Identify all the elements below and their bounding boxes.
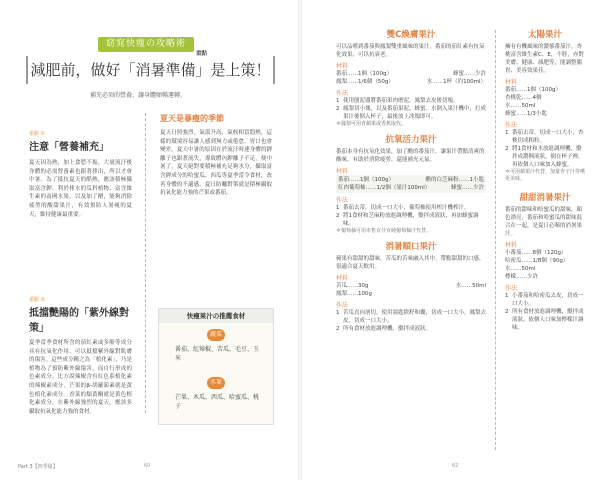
recipe-1-title: 雙C煥膚果汁 (386, 30, 436, 40)
fruit-items: 芒果、木瓜、西瓜、哈蜜瓜、桃子 (175, 394, 260, 410)
recommended-foods-box (158, 308, 274, 425)
page-title: 減肥前，做好「消暑準備」是上策！ (30, 61, 271, 79)
recipe-2-step2: 將1食材和芝麻粉放進調理機，攪拌成液狀，再加蜂蜜調味。 (343, 213, 479, 227)
recipe-4-ing2: 杏桃乾……4個 (505, 95, 542, 101)
recipe-column-1 (336, 28, 486, 333)
page-subtitle: 補充必須的營養，讓身體順暢運轉。 (90, 92, 187, 99)
recipe-5-step2: 所有食材放進調理機，攪拌成液狀，依個人口味加檸檬汁調味。 (512, 309, 584, 331)
recipe-5-step1: 小番茄和哈密瓜去皮，切成一口大小。 (512, 293, 584, 307)
vegetable-badge: 蔬菜 (207, 329, 225, 341)
summer-heading: 夏天是暴瘦的季節 (160, 114, 224, 123)
recipe-2-materials-label: 材料 (336, 168, 349, 175)
recipe-4-step1: 番茄去蒂，切成一口大小，杏桃切成粗粒。 (512, 130, 584, 144)
recipe-3-ing3: 水……50ml (455, 283, 486, 289)
recipe-4-method-label: 作法 (505, 122, 518, 129)
recipe-5-ing3: 水……50ml (505, 266, 536, 272)
recipe-1-ing1: 番茄……1個（100g） (336, 71, 392, 77)
recipe-4-intro: 擁有有機風味的濃郁番茄汁，杏桃富含維生素C、E，不胖，亦對美膚、健康、減肥等，能調整腸胃、美容效果佳。 (505, 44, 584, 74)
recipe-3-ing2: 鳳梨……100g (336, 291, 372, 297)
point-1 (29, 130, 132, 219)
recipe-2-ing2: 紅肉葡萄柚……1/2個（果汁100ml） (338, 185, 431, 191)
page-number-right: 62 (452, 463, 459, 469)
recipe-3-ing1: 苦瓜……30g (336, 283, 369, 289)
recipe-1: 雙C煥膚果汁 可以品嚐到番茄與鳳梨雙重風味的果汁，番茄的茄紅素有抗氧化效果，可以抗衰老。 材料 番茄……1個（100g） 蜂蜜……少許 鳳梨……1/6個（50g） 水……1杯（約100ml） 作法 1 使用刨泥器將番茄果肉磨泥，鳳梨去皮後切塊。 2 鳳梨切小塊，以及番茄果泥、蜂蜜、水倒入果汁機中，打成果汁後倒入杯子，最後放上冰塊即可。 ＊鳳梨可用青蘋果或香蕉取代。 (336, 30, 487, 127)
recipe-4-ing1: 番茄……1個（100g） (505, 87, 561, 93)
recipe-1-step1: 使用刨泥器將番茄果肉磨泥，鳳梨去皮後切塊。 (343, 98, 459, 104)
point-1-kicker: 重點 ① (29, 131, 46, 137)
book-gutter (298, 0, 302, 480)
section-banner: 窈窕快瘦の攻略術 (98, 37, 194, 52)
point-1-body: 夏天因為熱，加上食慾不振，大量流汗後身體的必需營養素也跟著排出，所以才會中暑。為了抵抗夏天的酷熱，應該積極攝取富含鉀，利於排水的瓜科植物、富含維生素的南國水果，以及加了醋，能夠消除疲勞的酸甜果汁，有效預防人暑瘦的夏天，維持健康最重要。 (29, 160, 132, 218)
point-2 (29, 296, 132, 416)
recipe-2-ing4: 蜂蜜……少許 (450, 185, 484, 191)
recipe-4-title: 太陽果汁 (527, 30, 562, 40)
recipe-2-ing3: 醋的白芝麻粉……1小匙 (425, 177, 484, 183)
recipe-5-ing1: 小番茄……8個（120g） (505, 250, 567, 256)
recipe-2-intro: 番茄本身有抗氧化效果，加了醋的番茄汁，讓果汁帶點清爽的酸味，有助於消除疲勞，還能補充元氣。 (336, 149, 485, 163)
recipe-4-step2: 將1食材和水放進調理機，攪拌成濃稠液狀，倒在杯子裡，再依個人口味加入蜂蜜。 (512, 146, 584, 168)
recipe-1-ing3: 蜂蜜……少許 (452, 71, 486, 77)
recipe-5-materials-label: 材料 (505, 242, 518, 249)
recipe-5-ing2: 哈密瓜……1/8個（90g） (505, 258, 569, 264)
point-1-heading: 注意「營養補充」 (29, 142, 109, 153)
recipe-3-intro: 蘋果有甜甜的甜味，苦瓜的苦味融入其中。帶點甜甜的口感，很適合夏天飲用。 (336, 256, 485, 270)
recipe-1-ing4: 水……1杯（約100ml） (426, 79, 486, 85)
right-column-divider (495, 30, 496, 450)
recipe-1-note: ＊鳳梨可用青蘋果或香蕉取代。 (336, 121, 407, 127)
recipe-5-ing4: 檸檬……少許 (505, 274, 539, 280)
recipe-4-note: ＊可用蘋果汁代替，加量杏子汁等嚐更美味。 (505, 169, 586, 182)
recipe-3-method-label: 作法 (336, 302, 349, 309)
recipe-1-materials-label: 材料 (336, 63, 349, 70)
recipe-2-step1: 番茄去蒂，切成一口大小，葡萄柚使用榨汁機榨汁。 (343, 205, 470, 211)
recipe-1-method-label: 作法 (336, 90, 349, 97)
recipe-3-materials-label: 材料 (336, 275, 349, 282)
recipe-5-method-label: 作法 (505, 285, 518, 292)
footer-part: Part 3【四季篇】 (18, 464, 58, 470)
point-2-body: 夏季當季食材所含的茄紅素或多酚等成分具有抗氧化作用，可以抵擋紫外線對肌膚的傷害。這些成分稱之為「植化素」，乃是植物為了預防紫外線傷害，而自行形成的色素成分。比方說辣椒含有紅色系植化素的辣椒素成分，芒果的β-胡蘿蔔素就是黃色植化素成分。香菜的類黃酮就是黃色植化素成分，在紫外線強烈的夏天，應該多攝取抗氧化能力強的食材。 (29, 340, 132, 415)
recipe-2: 抗氧活力果汁 番茄本身有抗氧化效果，加了醋的番茄汁，讓果汁帶點清爽的酸味，有助於消除疲勞，還能補充元氣。 材料 番茄……1個（100g） 醋的白芝麻粉……1小匙 紅肉葡萄柚……1/2個（果汁100ml） 蜂蜜……少許 作法 1 番茄去蒂，切成一口大小，葡萄柚使用榨汁機榨汁。 2 將1食材和芝麻粉放進調理機，攪拌成液狀，再加蜂蜜調味。 ＊葡萄柚可用市售百分百純葡萄柚汁代替。 (336, 135, 485, 234)
recipe-3-step2: 所有食材放進調理機，攪拌成液狀。 (343, 326, 432, 332)
recipe-5-intro: 番茄的甜味和哈蜜瓜的甜味，顏色漂亮，番茄和哈蜜瓜的甜味混合在一起，是夏日必喝的消暑果汁。 (505, 207, 583, 237)
recipe-3: 消暑順口果汁 蘋果有甜甜的甜味，苦瓜的苦味融入其中。帶點甜甜的口感，很適合夏天飲用。 材料 苦瓜……30g 水……50ml 鳳梨……100g 作法 1 苦瓜直向剖切，使用湯匙除籽和囊，切成一口大小，鳳梨去皮，切成一口大小。 2 所有食材放進調理機，攪拌成液狀。 (336, 242, 487, 332)
column-divider (145, 113, 146, 413)
point-2-heading: 抵擋艷陽的「紫外線對策」 (29, 308, 129, 334)
summer-section (160, 113, 272, 198)
recipe-5: 甜甜消暑果汁 番茄的甜味和哈蜜瓜的甜味，顏色漂亮，番茄和哈蜜瓜的甜味混合在一起，是夏日必喝的消暑果汁。 材料 小番茄……8個（120g） 哈密瓜……1/8個（90g） 水……50ml 檸檬……少許 作法 1 小番茄和哈密瓜去皮，切成一口大小。 2 所有食材放進調理機，攪拌成液狀，依個人口味加檸檬汁調味。 (505, 193, 584, 331)
fruit-badge: 水果 (207, 377, 225, 389)
tag-label: 重點 (196, 51, 208, 57)
recipe-2-ing1: 番茄……1個（100g） (338, 177, 394, 183)
title-box (26, 56, 275, 84)
vegetable-items: 番茄、紅辣椒、苦瓜、毛豆、玉米 (175, 346, 260, 362)
recipe-4-ing4: 蜂蜜……1/3小匙 (505, 111, 547, 117)
recipe-2-note: ＊葡萄柚可用市售百分百純葡萄柚汁代替。 (336, 228, 432, 234)
recipe-4-materials-label: 材料 (505, 79, 518, 86)
summer-body: 夏天日照強烈，氣溫升高，氣候相當悶熱，這樣的環境容易讓人感到無力或倦怠，胃口也會變差。夏天中暑的原因在於流汗時連身體的鉀離子也跟著流失，導致體內鉀離子不足，便中暑了。夏天絕對要積極補充足夠水分，攝取富含鉀成分的哈蜜瓜、西瓜等夏季當令食材，改善身體的不適感。夏日防曬對策就是積極攝取抗氧化能力強的芒果或番茄。 (160, 130, 272, 197)
recipe-4: 太陽果汁 擁有有機風味的濃郁番茄汁，杏桃富含維生素C、E，不胖，亦對美膚、健康、減肥等，能調整腸胃、美容效果佳。 材料 番茄……1個（100g） 杏桃乾……4個 水……50ml 蜂蜜……1/3小匙 作法 1 番茄去蒂，切成一口大小，杏桃切成粗粒。 2 將1食材和水放進調理機，攪拌成濃稠液狀，倒在杯子裡，再依個人口味加入蜂蜜。 ＊可用蘋果汁代替，加量杏子汁等嚐更美味。 (505, 30, 586, 182)
recipe-4-ing3: 水……50ml (505, 103, 536, 109)
recipe-1-ing2: 鳳梨……1/6個（50g） (336, 79, 394, 85)
recipe-3-title: 消暑順口果汁 (385, 242, 437, 252)
recipe-1-step2: 鳳梨切小塊，以及番茄果泥、蜂蜜、水倒入果汁機中，打成果汁後倒入杯子，最後放上冰塊即可。 (343, 106, 487, 120)
foodbox-title: 快瘦果汁の推薦食材 (159, 309, 273, 323)
recipe-5-title: 甜甜消暑果汁 (519, 193, 571, 203)
recipe-2-title: 抗氧活力果汁 (385, 135, 437, 145)
recipe-3-step1: 苦瓜直向剖切，使用湯匙除籽和囊，切成一口大小，鳳梨去皮，切成一口大小。 (343, 310, 487, 324)
recipe-column-2 (505, 28, 585, 332)
recipe-2-method-label: 作法 (336, 197, 349, 204)
page-number-left: 60 (144, 463, 151, 469)
point-2-kicker: 重點 ② (29, 297, 46, 303)
recipe-1-intro: 可以品嚐到番茄與鳳梨雙重風味的果汁，番茄的茄紅素有抗氧化效果，可以抗衰老。 (336, 44, 485, 58)
